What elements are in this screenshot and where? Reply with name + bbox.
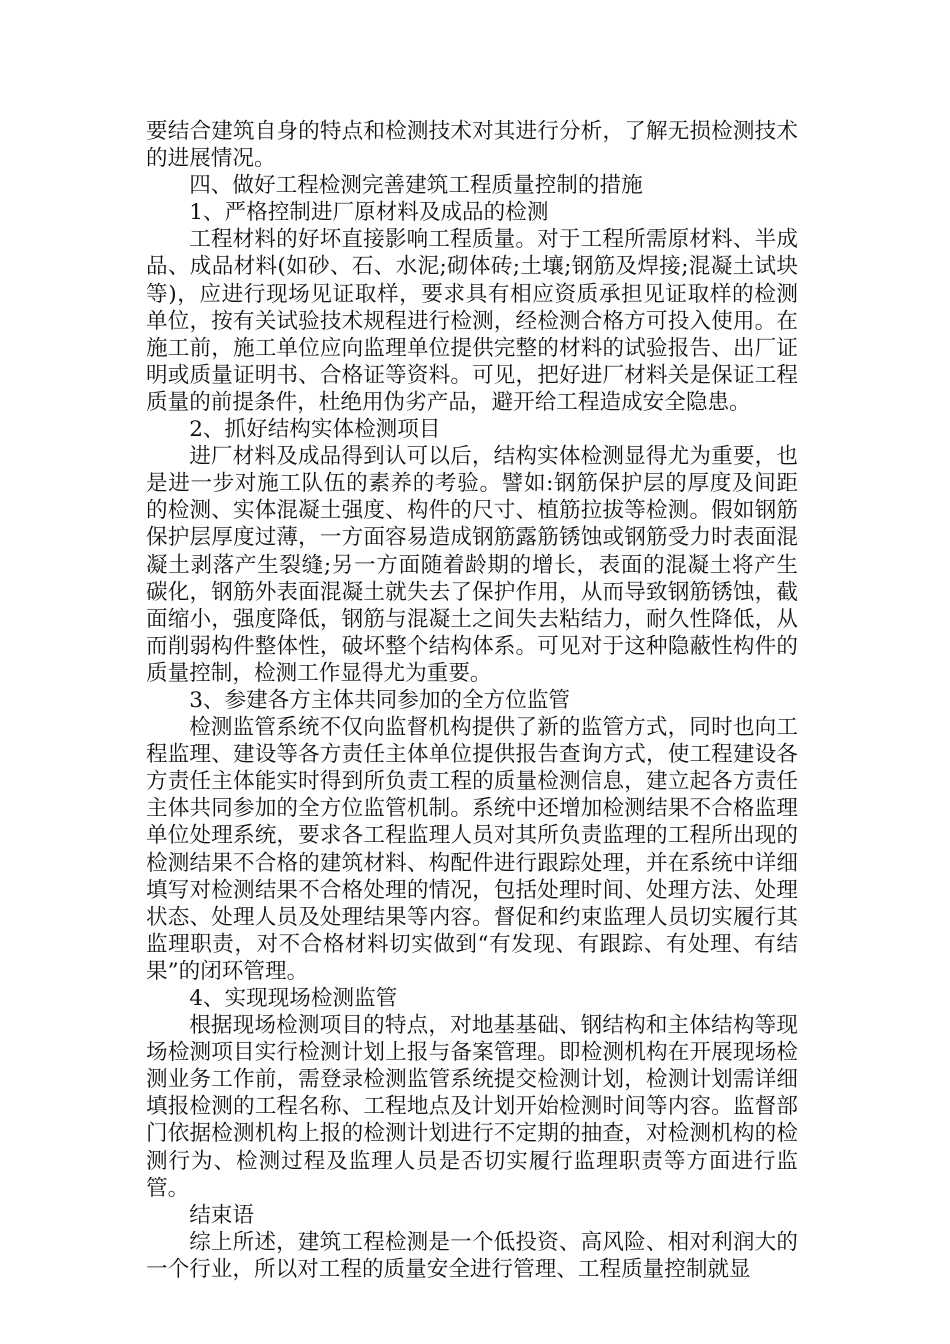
subheading-structure-inspection: 2、抓好结构实体检测项目 [189, 417, 441, 443]
subheading-conclusion: 结束语 [189, 1202, 254, 1228]
subheading-materials-inspection: 1、严格控制进厂原材料及成品的检测 [189, 200, 549, 226]
paragraph-conclusion: 综上所述，建筑工程检测是一个低投资、高风险、相对利润大的一个行业，所以对工程的质量安全进行管理、工程质量控制就显 [146, 1229, 798, 1282]
paragraph-onsite: 根据现场检测项目的特点，对地基基础、钢结构和主体结构等现场检测项目实行检测计划上报与备案管理。即检测机构在开展现场检测业务工作前，需登录检测监管系统提交检测计划，检测计划需详细填报检测的工程名称、工程地点及计划开始检测时间等内容。监督部门依据检测机构上报的检测计划进行不定期的抽查，对检测机构的检测行为、检测过程及监理人员是否切实履行监理职责等方面进行监管。 [146, 1013, 798, 1201]
paragraph-materials: 工程材料的好坏直接影响工程质量。对于工程所需原材料、半成品、成品材料(如砂、石、水泥;砌体砖;土壤;钢筋及焊接;混凝土试块等)，应进行现场见证取样，要求具有相应资质承担见证取样的检测单位，按有关试验技术规程进行检测，经检测合格方可投入使用。在施工前，施工单位应向监理单位提供完整的材料的试验报告、出厂证明或质量证明书、合格证等资料。可见，把好进厂材料关是保证工程质量的前提条件，杜绝用伪劣产品，避开给工程造成安全隐患。 [146, 227, 798, 415]
subheading-onsite-supervision: 4、实现现场检测监管 [189, 986, 398, 1011]
subheading-all-party-supervision: 3、参建各方主体共同参加的全方位监管 [189, 687, 571, 713]
document-page [146, 118, 798, 1283]
paragraph-continued: 要结合建筑自身的特点和检测技术对其进行分析，了解无损检测技术的进展情况。 [146, 119, 798, 172]
paragraph-structure: 进厂材料及成品得到认可以后，结构实体检测显得尤为重要，也是进一步对施工队伍的素养的考验。譬如:钢筋保护层的厚度及间距的检测、实体混凝土强度、构件的尺寸、植筋拉拔等检测。假如钢筋保护层厚度过薄，一方面容易造成钢筋露筋锈蚀或钢筋受力时表面混凝土剥落产生裂缝;另一方面随着龄期的增长，表面的混凝土将产生碳化，钢筋外表面混凝土就失去了保护作用，从而导致钢筋锈蚀，截面缩小，强度降低，钢筋与混凝土之间失去粘结力，耐久性降低，从而削弱构件整体性，破坏整个结构体系。可见对于这种隐蔽性构件的质量控制，检测工作显得尤为重要。 [146, 444, 798, 686]
section-heading-measures: 四、做好工程检测完善建筑工程质量控制的措施 [189, 173, 643, 199]
paragraph-supervision: 检测监管系统不仅向监督机构提供了新的监管方式，同时也向工程监理、建设等各方责任主体单位提供报告查询方式，使工程建设各方责任主体能实时得到所负责工程的质量检测信息，建立起各方责任主体共同参加的全方位监管机制。系统中还增加检测结果不合格监理单位处理系统，要求各工程监理人员对其所负责监理的工程所出现的检测结果不合格的建筑材料、构配件进行跟踪处理，并在系统中详细填写对检测结果不合格处理的情况，包括处理时间、处理方法、处理状态、处理人员及处理结果等内容。督促和约束监理人员切实履行其监理职责，对不合格材料切实做到“有发现、有跟踪、有处理、有结果”的闭环管理。 [146, 715, 798, 984]
